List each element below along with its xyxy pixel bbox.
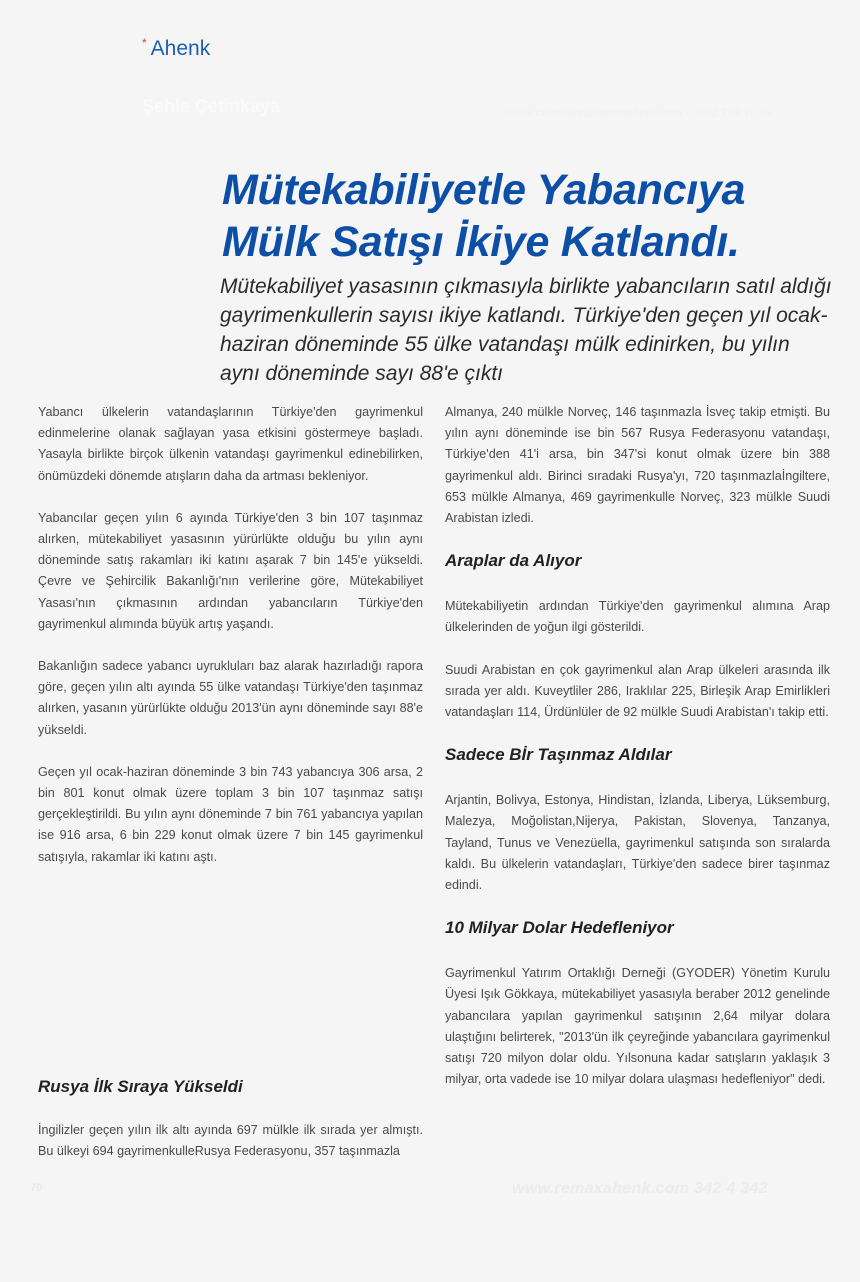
- paragraph: Yabancı ülkelerin vatandaşlarının Türkiye'den gayrimenkul edinmelerine olanak sağlayan yasa etkisini göstermeye başladı. Yasayla birlikte birçok ülkenin vatandaşı gayrimenkul edinebilirken, önümüzdeki dönemde atışların daha da artması bekleniyor.: [38, 405, 423, 483]
- author-name: Şehla Çetinkaya: [142, 96, 281, 116]
- russia-section: [38, 1076, 423, 1162]
- paragraph: Yabancılar geçen yılın 6 ayında Türkiye'den 3 bin 107 taşınmaz alırken, mütekabiliyet yasasının yürürlükte olduğu bu yılın aynı döneminde satış rakamları iki katını aşarak 7 bin 145'e yükseldi. Çevre ve Şehircilik Bakanlığı'nın verilerine göre, Mütekabiliyet Yasası'nın çıkmasının ardından yabancıların Türkiye'den gayrimenkul alımında büyük artış yaşandı.: [38, 510, 423, 631]
- author-contact: sehla.cetinkaya@remaxahenk.com · 0532 769 72 99: [505, 107, 772, 119]
- paragraph: Arjantin, Bolivya, Estonya, Hindistan, İzlanda, Liberya, Lüksemburg, Malezya, Moğolistan,Nijerya, Pakistan, Slovenya, Tanzanya, Tayland, Tunus ve Venezüella, gayrimenkul satışında son sıralarda kaldı. Bu ülkelerin vatandaşları, Türkiye'den sadece birer taşınmaz edindi.: [445, 793, 830, 893]
- section-heading-target: 10 Milyar Dolar Hedefleniyor: [445, 918, 674, 938]
- section-heading-arabs: Araplar da Alıyor: [445, 551, 582, 571]
- paragraph: Mütekabiliyetin ardından Türkiye'den gayrimenkul alımına Arap ülkelerinden de yoğun ilgi gösterildi.: [445, 599, 830, 635]
- paragraph: Almanya, 240 mülkle Norveç, 146 taşınmazla İsveç takip etmişti. Bu yılın aynı döneminde ise bin 567 Rusya Federasyonu vatandaşı, Türkiye'den 41'i arsa, bin 347'si konut olmak üzere bin 388 gayrimenkul aldı. Birinci sıradaki Rusya'yı, 720 taşınmazlaİngiltere, 653 mülkle Almanya, 469 gayrimenkulle Norveç, 323 mülkle Suudi Arabistan izledi.: [445, 405, 830, 526]
- left-column: [38, 402, 423, 889]
- paragraph: Bakanlığın sadece yabancı uyrukluları baz alarak hazırladığı rapora göre, geçen yılın altı ayında 55 ülke vatandaşı Türkiye'den taşınmaz alırken, yasanın yürürlükte olduğu 2013'ün aynı döneminde sayı 88'e yükseldi.: [38, 659, 423, 737]
- paragraph: İngilizler geçen yılın ilk altı ayında 697 mülkle ilk sırada yer almıştı. Bu ülkeyi 694 gayrimenkulleRusya Federasyonu, 357 taşınmazla: [38, 1123, 423, 1159]
- paragraph: Suudi Arabistan en çok gayrimenkul alan Arap ülkeleri arasında ilk sırada yer aldı. Kuveytliler 286, Iraklılar 225, Birleşik Arap Emirlikleri vatandaşları 114, Ürdünlüler de 92 mülkle Suudi Arabistan'ı takip etti.: [445, 662, 830, 720]
- paragraph: Gayrimenkul Yatırım Ortaklığı Derneği (GYODER) Yönetim Kurulu Üyesi Işık Gökkaya, mütekabiliyet yasasıyla beraber 2012 genelinde yabancılara yapılan gayrimenkul satışının 2,64 milyar dolara ulaştığını belirterek, "2013'ün ilk çeyreğinde yabancılara gayrimenkul satışı 720 milyon dolar oldu. Yılsonuna kadar satışların yaklaşık 3 milyar, orta vadede ise 10 milyar dolara ulaşması hedefleniyor" dedi.: [445, 966, 830, 1087]
- right-column: [445, 402, 830, 1111]
- article-title: Mütekabiliyetle Yabancıya Mülk Satışı İkiye Katlandı.: [222, 166, 746, 266]
- article-lead: Mütekabiliyet yasasının çıkmasıyla birlikte yabancıların satıl aldığı gayrimenkullerin sayısı ikiye katlandı. Türkiye'den geçen yıl ocak-haziran döneminde 55 ülke vatandaşı mülk edinirken, bu yılın aynı döneminde sayı 88'e çıktı: [220, 275, 832, 385]
- brand-star-icon: *: [142, 36, 147, 50]
- paragraph: Geçen yıl ocak-haziran döneminde 3 bin 743 yabancıya 306 arsa, 2 bin 801 konut olmak üzere toplam 3 bin 107 taşınmaz satışı gerçekleştirildi. Bu yılın aynı döneminde 7 bin 761 yabancıya yapılan ise 916 arsa, 6 bin 229 konut olmak üzere 7 bin 145 gayrimenkul satışıyla, rakamlar iki katını aştı.: [38, 764, 423, 864]
- section-heading-russia: Rusya İlk Sıraya Yükseldi: [38, 1077, 243, 1096]
- footer-website: www.remaxahenk.com 342 4 342: [512, 1180, 768, 1197]
- brand-logo: [142, 36, 210, 61]
- section-heading-single-property: Sadece Bİr Taşınmaz Aldılar: [445, 745, 672, 765]
- brand-name: Ahenk: [150, 37, 211, 60]
- page-number: 70: [30, 1182, 43, 1194]
